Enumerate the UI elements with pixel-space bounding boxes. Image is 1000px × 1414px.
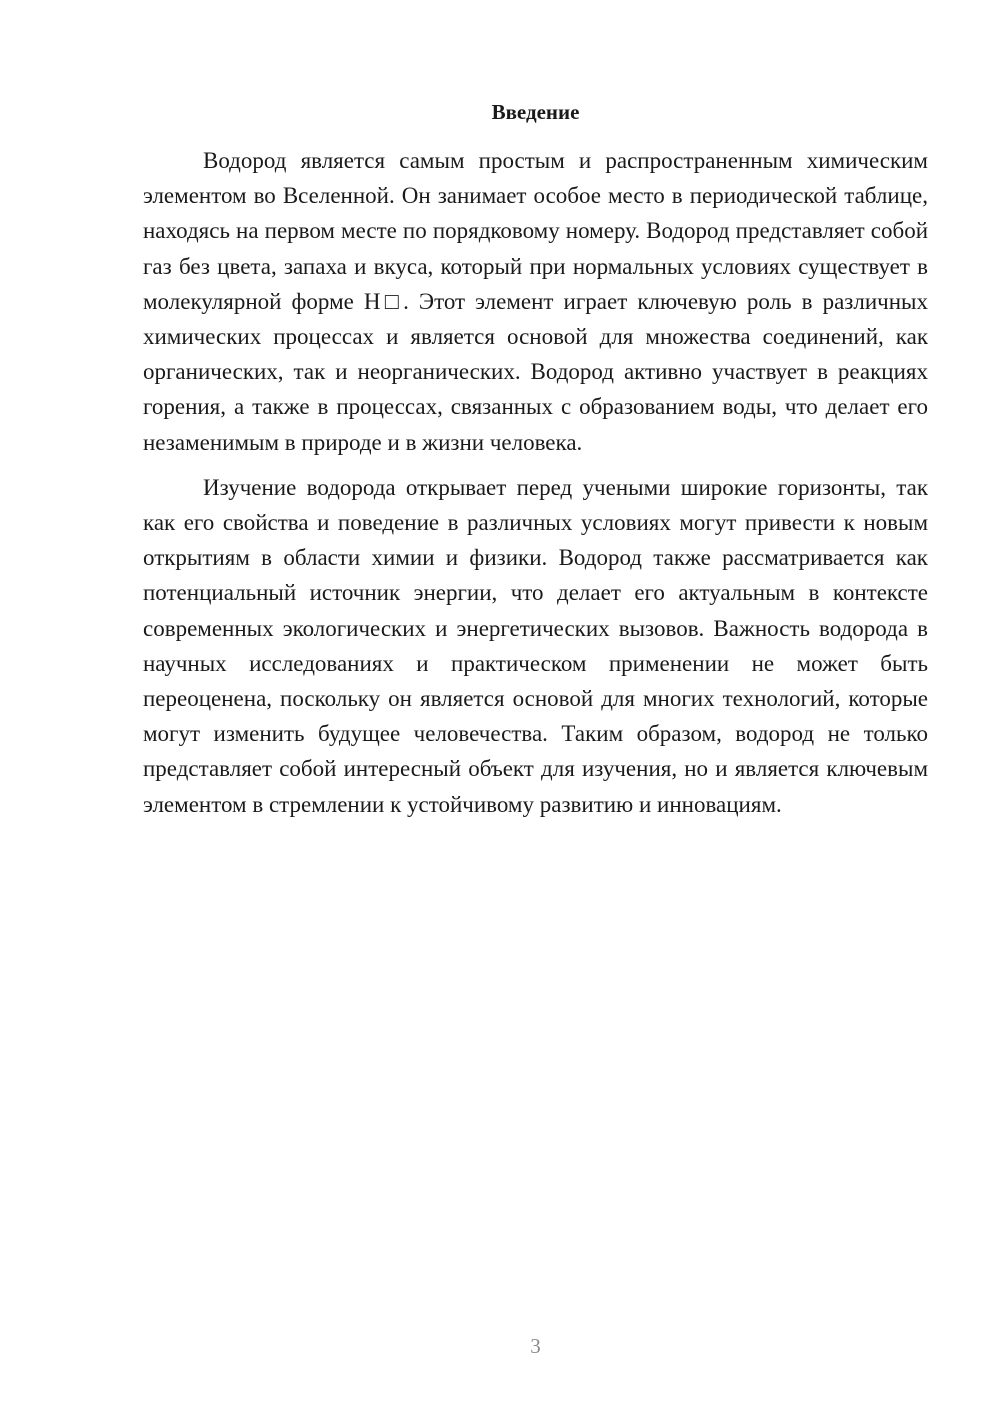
paragraph-2: Изучение водорода открывает перед учеными широкие горизонты, так как его свойства и поведение в различных условиях могут привести к новым открытиям в области химии и физики. Водород также рассматривается как потенциальный источник энергии, что делает его актуальным в контексте современных экологических и энергетических вызовов. Важность водорода в научных исследованиях и практическом применении не может быть переоценена, поскольку он является основой для многих технологий, которые могут изменить будущее человечества. Таким образом, водород не только представляет собой интересный объект для изучения, но и является ключевым элементом в стремлении к устойчивому развитию и инновациям. xyxy=(143,474,928,817)
page-title: Введение xyxy=(491,100,580,124)
document-body xyxy=(143,143,928,822)
paragraph-1: Водород является самым простым и распространенным химическим элементом во Вселенной. Он занимает особое место в периодической таблице, находясь на первом месте по порядковому номеру. Водород представляет собой газ без цвета, запаха и вкуса, который при нормальных условиях существует в молекулярной форме H□. Этот элемент играет ключевую роль в различных химических процессах и является основой для множества соединений, как органических, так и неорганических. Водород активно участвует в реакциях горения, а также в процессах, связанных с образованием воды, что делает его незаменимым в природе и в жизни человека. xyxy=(143,148,928,455)
page-number: 3 xyxy=(530,1334,541,1358)
